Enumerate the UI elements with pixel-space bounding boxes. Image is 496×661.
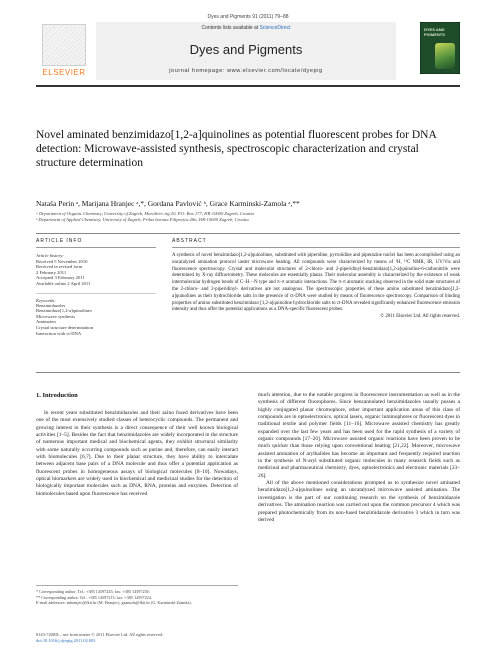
affiliation-b: ᵇ Department of Applied Chemistry, University of Zagreb, Prilaz baruna Filipovića 28a, HR-10000 Zagreb, Croatia bbox=[36, 217, 249, 222]
keyword-item: Benzimidazoles bbox=[36, 302, 66, 308]
introduction-heading: 1. Introduction bbox=[36, 392, 78, 399]
keyword-item: Benzimidazo[1,2-a]quinolines bbox=[36, 308, 92, 314]
footnote-email[interactable]: E-mail addresses: mhranjec@fkit.hr (M. Hranjec), gzamola@fkit.hr (G. Karminski-Zamola). bbox=[36, 600, 192, 606]
abstract-text: A synthesis of novel benzimidazo[1,2-a]quinolines, substituted with piperidine, pyrrolidine and piperazine nuclei has been accomplished using an uncatalyzed amination protocol under microwave heating. All compounds were characterized by means of ¹H, ¹³C NMR, IR, UV/Vis and fluorescence spectroscopy. Crystal and molecular structures of 2-chloro- and 2-piperidinyl-benzimidazo[1,2-a]quinoline-6-carbonitrile were determined by X-ray diffractometry. These molecules are essentially planar. Their molecular assembly is characterized by the existence of weak intermolecular hydrogen bonds of C–H···N type and π–π aromatic interactions. The π–π aromatic stacking observed in the solid state structures of the 2-chloro- and 2-piperidinyl- derivatives are not analogous. The spectroscopic properties of these amino substituted benzimidazo[1,2-a]quinolines as their hydrochloride salts in the presence of ct-DNA were studied by means of fluorescence spectroscopy. Comparison of binding properties of amino substituted benzimidazo [1,2-a]quinoline hydrochloride salts to ct-DNA revealed significantly enhanced fluorescence emission intensity and thus offer the potential applications as a DNA-specific fluorescent probes. bbox=[172, 253, 460, 313]
journal-cover-thumbnail[interactable] bbox=[420, 22, 460, 74]
journal-title: Dyes and Pigments bbox=[189, 42, 303, 57]
footnote-corresponding-1: * Corresponding author. Tel.: +385 14597245; fax: +385 14597250. bbox=[36, 589, 150, 594]
footnote-corresponding-2: ** Corresponding author. Tel.: +385 14597215; fax: +385 14597224. bbox=[36, 594, 152, 600]
footnotes bbox=[36, 585, 238, 606]
doi-link[interactable]: doi:10.1016/j.dyepig.2011.02.003 bbox=[36, 637, 96, 643]
keyword-item: Amination bbox=[36, 319, 56, 325]
issn-line: 0143-7208/$ – see front matter © 2011 Elsevier Ltd. All rights reserved. bbox=[36, 632, 163, 637]
intro-paragraph: All of the above mentioned considerations prompted us to synthesize novel aminated benzimidazo[1,2-a]quinolines using an uncatalyzed microwave assisted amination. The investigation is the part of our continuing research on the synthesis of benzimidazole derivatives. The amination reaction was carried out upon the common precursor 4 which was prepared photochemically from its non-fused benzimidazole derivative 3 which in turn was derived bbox=[258, 480, 460, 523]
revised-date-line2: 2 February 2011 bbox=[36, 269, 67, 275]
journal-header bbox=[36, 22, 460, 84]
header-rule bbox=[36, 85, 460, 87]
journal-banner bbox=[96, 22, 396, 80]
intro-paragraph: In recent years substituted benzimidazoles and their azino fused derivatives have been one of the most extensively studied classes of heterocyclic compounds. The permanent and growing interest in their synthesis is a direct consequence of their well known biological activities [1–5]. Besides the fact that benzimidazoles are widely incorporated in the structure of numerous important medical and biochemical agents, they exhibit structural similarity with some naturally occurring compounds such as purine and, therefore, can easily interact with biomolecules [6,7]. Due to their planar structure, they have ability to intercalate between adjacent base pairs of a DNA molecule and thus offer a potential application as fluorescent probes in homogeneous assays of biological molecules [8–10]. Nowadays, optical biomarkers are widely used in biochemical and medicinal studies for the detection of biologically important molecules such as DNA, RNA, proteins and enzymes. Detection of biomolecules based upon fluorescence has received bbox=[36, 410, 238, 497]
article-title: Novel aminated benzimidazo[1,2-a]quinolines as potential fluorescent probes for DNA detection: Microwave-assisted synthesis, spectroscopic characterization and crystal structure determination bbox=[36, 129, 437, 169]
abstract-column bbox=[172, 238, 460, 321]
contents-prefix: Contents lists available at bbox=[201, 25, 260, 31]
elsevier-tree-icon bbox=[42, 24, 86, 66]
keyword-item: Interaction with ct-DNA bbox=[36, 330, 82, 336]
cover-title: DYES AND PIGMENTS bbox=[424, 27, 445, 37]
article-info-heading: ARTICLE INFO bbox=[36, 238, 156, 248]
abstract-heading: ABSTRACT bbox=[172, 238, 460, 248]
keyword-item: Microwave synthesis bbox=[36, 313, 75, 319]
accepted-date: Accepted 3 February 2011 bbox=[36, 275, 85, 281]
abstract-copyright: © 2011 Elsevier Ltd. All rights reserved. bbox=[380, 314, 460, 320]
body-column-left bbox=[36, 392, 238, 498]
article-info-column bbox=[36, 238, 156, 336]
sciencedirect-link[interactable]: ScienceDirect bbox=[259, 25, 291, 31]
affiliation-a: ᵃ Department of Organic Chemistry, University of Zagreb, Marulićev trg 20, P.O. Box 177, HR-10000 Zagreb, Croatia bbox=[36, 211, 254, 216]
doi-block bbox=[36, 632, 238, 644]
article-authors: Nataša Perin ᵃ, Marijana Hranjec ᵃ,*, Gordana Pavlović ᵇ, Grace Karminski-Zamola ᵃ,** bbox=[36, 199, 300, 208]
intro-paragraph-continued: much attention, due to the notable progress in fluorescence instrumentation as well as in the synthesis of different fluorophores. Since benzannulated benzimidazoles usually posses a highly conjugated planar chromophore, other important application areas of this class of compounds are in optoelectronics, optical lasers, organic luminophores or fluorescent dyes in traditional textile and polymer fields [11–16]. Microwave assisted chemistry has greatly expanded over the last few years and has been used for the rapid synthesis of a variety of organic compounds [17–20]. Microwave assisted organic reactions have been proven to be much quicker than those relying upon conventional heating [21,22]. Moreover, microwave assisted amination of arylhalides has become an important and frequently required reaction in the synthesis of N-aryl substituted organic molecules in many research fields such as medicinal and pharmaceutical chemistry, dyes, optoelectronics and electronic materials [23–26]. bbox=[258, 392, 460, 479]
abstract-divider bbox=[36, 372, 460, 373]
body-column-right bbox=[258, 392, 460, 524]
online-date: Available online 2 April 2011 bbox=[36, 280, 91, 286]
keywords-label: Keywords: bbox=[36, 293, 156, 303]
history-label: Article history: bbox=[36, 253, 64, 258]
journal-homepage-link[interactable]: journal homepage: www.elsevier.com/locate/dyepig bbox=[169, 68, 323, 74]
elsevier-wordmark: ELSEVIER bbox=[42, 68, 86, 77]
received-date: Received 5 November 2010 bbox=[36, 258, 88, 264]
article-affiliations bbox=[36, 211, 460, 223]
journal-reference: Dyes and Pigments 91 (2011) 79–88 bbox=[207, 14, 289, 20]
contents-line bbox=[96, 25, 396, 31]
keyword-item: Crystal structure determination bbox=[36, 324, 94, 330]
elsevier-logo[interactable] bbox=[36, 22, 92, 80]
revised-date-line1: Received in revised form bbox=[36, 264, 83, 270]
cover-art-icon bbox=[435, 43, 455, 69]
section-divider bbox=[36, 233, 460, 234]
